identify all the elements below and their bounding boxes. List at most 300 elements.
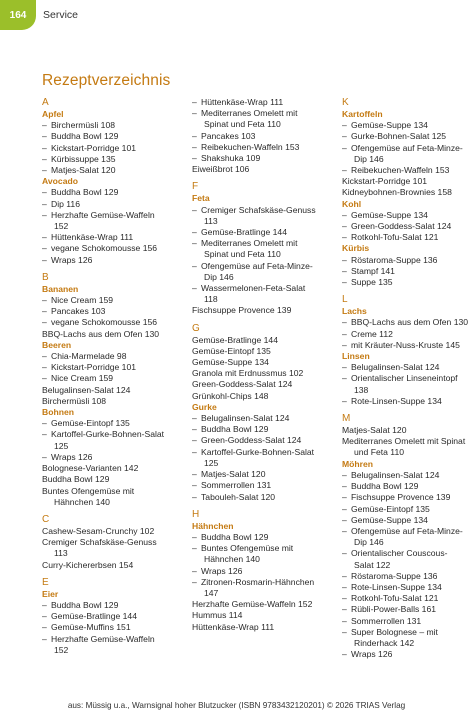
index-text: Grünkohl-Chips 148 xyxy=(192,390,269,401)
index-text: Röstaroma-Suppe 136 xyxy=(351,254,438,265)
index-text: mit Kräuter-Nuss-Kruste 145 xyxy=(351,339,460,350)
index-entry xyxy=(192,368,342,379)
index-text: Feta xyxy=(192,193,210,204)
dash-bullet: – xyxy=(342,615,347,626)
dash-bullet: – xyxy=(342,131,347,142)
index-text: Dip 146 xyxy=(354,153,384,164)
index-text: E xyxy=(42,576,49,588)
dash-bullet: – xyxy=(192,565,197,576)
index-text: Buddha Bowl 129 xyxy=(201,531,269,542)
dash-bullet: – xyxy=(342,221,347,232)
dash-bullet: – xyxy=(42,351,47,362)
index-continuation xyxy=(342,385,473,396)
index-item xyxy=(342,255,473,266)
dash-bullet: – xyxy=(342,277,347,288)
dash-bullet: – xyxy=(42,633,47,644)
dash-bullet: – xyxy=(42,209,47,220)
dash-bullet: – xyxy=(342,232,347,243)
index-letter xyxy=(342,97,473,109)
dash-bullet: – xyxy=(192,576,197,587)
index-entry xyxy=(192,335,342,346)
index-text: Gurke-Bohnen-Salat 125 xyxy=(351,131,447,142)
index-text: 125 xyxy=(54,440,69,451)
section-label: Service xyxy=(43,9,79,21)
index-item xyxy=(342,582,473,593)
index-item xyxy=(192,469,342,480)
index-text: Fischsuppe Provence 139 xyxy=(351,492,451,503)
index-letter xyxy=(192,181,342,193)
index-column-1 xyxy=(42,97,192,656)
index-item xyxy=(342,210,473,221)
index-text: 152 xyxy=(54,221,69,232)
index-text: Cremiger Schafskäse-Genuss xyxy=(201,204,316,215)
index-text: 113 xyxy=(204,215,218,226)
index-item xyxy=(342,362,473,373)
index-text: Sommerrollen 131 xyxy=(351,615,422,626)
index-text: Linsen xyxy=(342,351,370,362)
dash-bullet: – xyxy=(342,165,347,176)
index-text: Birchermüsli 108 xyxy=(42,395,106,406)
index-text: Gemüse-Muffins 151 xyxy=(51,622,131,633)
index-text: Kickstart-Porridge 101 xyxy=(342,176,428,187)
dash-bullet: – xyxy=(42,187,47,198)
index-text: vegane Schokomousse 156 xyxy=(51,243,158,254)
index-text: Bohnen xyxy=(42,407,74,418)
index-item xyxy=(42,634,192,645)
index-text: Orientalischer Couscous- xyxy=(351,548,448,559)
dash-bullet: – xyxy=(42,120,47,131)
index-text: Gemüse-Suppe 134 xyxy=(351,120,428,131)
index-continuation xyxy=(342,537,473,548)
index-text: Gemüse-Suppe 134 xyxy=(351,209,428,220)
index-item xyxy=(192,131,342,142)
index-item xyxy=(42,295,192,306)
index-text: Zitronen-Rosmarin-Hähnchen xyxy=(201,576,315,587)
dash-bullet: – xyxy=(192,435,197,446)
dash-bullet: – xyxy=(192,153,197,164)
index-item xyxy=(342,593,473,604)
dash-bullet: – xyxy=(342,120,347,131)
index-entry xyxy=(42,486,192,497)
index-ingredient-heading xyxy=(342,459,473,470)
index-item xyxy=(42,255,192,266)
index-text: Hähnchen 140 xyxy=(204,554,260,565)
index-letter xyxy=(342,413,473,425)
index-text: Matjes-Salat 120 xyxy=(201,469,266,480)
index-item xyxy=(342,492,473,503)
dash-bullet: – xyxy=(342,469,347,480)
index-item xyxy=(42,210,192,221)
dash-bullet: – xyxy=(342,593,347,604)
dash-bullet: – xyxy=(192,227,197,238)
index-text: 113 xyxy=(54,548,68,559)
index-ingredient-heading xyxy=(42,407,192,418)
index-item xyxy=(342,131,473,142)
dash-bullet: – xyxy=(42,243,47,254)
dash-bullet: – xyxy=(342,339,347,350)
index-text: Buntes Ofengemüse mit xyxy=(201,543,294,554)
index-text: Cremiger Schafskäse-Genuss xyxy=(42,537,157,548)
index-text: Wassermelonen-Feta-Salat xyxy=(201,283,306,294)
index-letter xyxy=(42,577,192,589)
dash-bullet: – xyxy=(342,548,347,559)
index-text: Gemüse-Suppe 134 xyxy=(192,357,269,368)
index-letter xyxy=(192,509,342,521)
index-item xyxy=(192,480,342,491)
index-entry xyxy=(42,396,192,407)
dash-bullet: – xyxy=(192,491,197,502)
index-item xyxy=(42,600,192,611)
index-text: Kickstart-Porridge 101 xyxy=(51,142,137,153)
index-continuation xyxy=(192,554,342,565)
index-text: Eier xyxy=(42,588,59,599)
index-ingredient-heading xyxy=(192,193,342,204)
dash-bullet: – xyxy=(42,153,47,164)
index-text: Sommerrollen 131 xyxy=(201,480,272,491)
index-ingredient-heading xyxy=(342,109,473,120)
index-text: Rinderhack 142 xyxy=(354,637,415,648)
index-text: Bananen xyxy=(42,283,79,294)
index-text: Kohl xyxy=(342,198,362,209)
index-entry xyxy=(192,357,342,368)
index-item xyxy=(342,120,473,131)
index-text: Apfel xyxy=(42,109,64,119)
index-item xyxy=(342,504,473,515)
dash-bullet: – xyxy=(42,429,47,440)
index-text: Gemüse-Suppe 134 xyxy=(351,514,428,525)
index-item xyxy=(42,187,192,198)
index-item xyxy=(342,277,473,288)
index-item xyxy=(342,221,473,232)
index-entry xyxy=(42,526,192,537)
page-header xyxy=(0,0,473,40)
index-ingredient-heading xyxy=(342,199,473,210)
index-text: Kidneybohnen-Brownies 158 xyxy=(342,187,452,198)
index-text: Kartoffeln xyxy=(342,109,383,119)
page-title: Rezeptverzeichnis xyxy=(42,72,171,89)
dash-bullet: – xyxy=(192,97,197,107)
index-item xyxy=(342,627,473,638)
index-text: Reibekuchen-Waffeln 153 xyxy=(351,165,450,176)
index-item xyxy=(42,165,192,176)
index-text: Buddha Bowl 129 xyxy=(42,474,110,485)
index-text: M xyxy=(342,413,351,425)
index-item xyxy=(342,232,473,243)
index-text: Buddha Bowl 129 xyxy=(51,187,119,198)
index-continuation xyxy=(192,249,342,260)
index-text: B xyxy=(42,271,49,283)
dash-bullet: – xyxy=(342,265,347,276)
index-text: Matjes-Salat 120 xyxy=(342,425,407,436)
index-continuation xyxy=(192,294,342,305)
index-text: Wraps 126 xyxy=(351,649,393,660)
index-text: Röstaroma-Suppe 136 xyxy=(351,570,438,581)
index-text: Chia-Marmelade 98 xyxy=(51,351,127,362)
index-text: Suppe 135 xyxy=(351,277,393,288)
index-text: Buntes Ofengemüse mit xyxy=(42,485,135,496)
index-text: Cashew-Sesam-Crunchy 102 xyxy=(42,525,155,536)
index-text: Dip 146 xyxy=(204,271,234,282)
dash-bullet: – xyxy=(342,570,347,581)
index-text: Wraps 126 xyxy=(201,565,243,576)
index-text: und Feta 110 xyxy=(354,447,405,458)
dash-bullet: – xyxy=(192,108,197,119)
index-item xyxy=(42,232,192,243)
index-text: Creme 112 xyxy=(351,328,393,339)
index-continuation xyxy=(42,497,192,508)
index-letter xyxy=(42,272,192,284)
dash-bullet: – xyxy=(192,480,197,491)
index-entry xyxy=(342,425,473,436)
index-entry xyxy=(42,560,192,571)
dash-bullet: – xyxy=(342,525,347,536)
index-column-2 xyxy=(192,97,342,633)
index-text: Hummus 114 xyxy=(192,610,243,621)
index-text: Salat 122 xyxy=(354,559,391,570)
index-entry xyxy=(192,305,342,316)
index-continuation xyxy=(192,119,342,130)
dash-bullet: – xyxy=(192,204,197,215)
index-item xyxy=(342,616,473,627)
index-text: F xyxy=(192,181,199,193)
index-item xyxy=(42,622,192,633)
index-item xyxy=(42,243,192,254)
index-text: Birchermüsli 108 xyxy=(51,120,115,131)
index-item xyxy=(192,532,342,543)
index-text: Super Bolognese – mit xyxy=(351,626,438,637)
index-item xyxy=(342,329,473,340)
index-text: L xyxy=(342,294,348,306)
index-text: Hähnchen xyxy=(192,520,234,531)
index-text: G xyxy=(192,322,200,334)
index-text: Mediterranes Omelett mit xyxy=(201,238,298,249)
index-item xyxy=(42,131,192,142)
index-text: Beeren xyxy=(42,339,72,350)
index-text: 152 xyxy=(54,644,69,655)
index-text: 147 xyxy=(204,587,219,598)
index-item xyxy=(42,452,192,463)
index-text: Kartoffel-Gurke-Bohnen-Salat xyxy=(51,429,165,440)
index-entry xyxy=(192,379,342,390)
index-text: Bolognese-Varianten 142 xyxy=(42,463,139,474)
index-text: Stampf 141 xyxy=(351,265,395,276)
index-text: Kürbissuppe 135 xyxy=(51,153,116,164)
index-continuation xyxy=(342,560,473,571)
dash-bullet: – xyxy=(42,198,47,209)
index-text: Hüttenkäse-Wrap 111 xyxy=(201,97,284,107)
index-text: Herzhafte Gemüse-Waffeln xyxy=(51,633,155,644)
index-entry xyxy=(342,187,473,198)
index-ingredient-heading xyxy=(192,521,342,532)
index-continuation xyxy=(342,638,473,649)
index-entry xyxy=(42,474,192,485)
index-item xyxy=(42,199,192,210)
index-continuation xyxy=(192,458,342,469)
dash-bullet: – xyxy=(192,260,197,271)
index-text: Herzhafte Gemüse-Waffeln 152 xyxy=(192,599,313,610)
index-text: Ofengemüse auf Feta-Minze- xyxy=(351,525,463,536)
index-text: Tabouleh-Salat 120 xyxy=(201,491,276,502)
index-text: Rotkohl-Tofu-Salat 121 xyxy=(351,232,439,243)
index-item xyxy=(342,470,473,481)
index-letter xyxy=(192,323,342,335)
index-text: Nice Cream 159 xyxy=(51,295,114,306)
index-text: Wraps 126 xyxy=(51,254,93,265)
dash-bullet: – xyxy=(42,232,47,243)
index-item xyxy=(192,543,342,554)
dash-bullet: – xyxy=(192,446,197,457)
index-item xyxy=(42,611,192,622)
index-item xyxy=(192,227,342,238)
dash-bullet: – xyxy=(192,424,197,435)
index-text: BBQ-Lachs aus dem Ofen 130 xyxy=(351,317,469,328)
index-entry xyxy=(192,610,342,621)
index-text: Hüttenkäse-Wrap 111 xyxy=(192,621,275,632)
index-item xyxy=(192,566,342,577)
index-entry xyxy=(42,329,192,340)
index-item xyxy=(192,205,342,216)
index-item xyxy=(192,108,342,119)
index-continuation xyxy=(42,645,192,656)
dash-bullet: – xyxy=(192,283,197,294)
index-text: Ofengemüse auf Feta-Minze- xyxy=(201,260,313,271)
index-continuation xyxy=(42,548,192,559)
dash-bullet: – xyxy=(192,531,197,542)
dash-bullet: – xyxy=(42,306,47,317)
index-item xyxy=(192,435,342,446)
dash-bullet: – xyxy=(342,492,347,503)
index-text: Rübli-Power-Balls 161 xyxy=(351,604,437,615)
dash-bullet: – xyxy=(342,503,347,514)
index-text: H xyxy=(192,508,200,520)
index-item xyxy=(42,429,192,440)
index-item xyxy=(42,120,192,131)
index-item xyxy=(42,362,192,373)
index-text: Fischsuppe Provence 139 xyxy=(192,305,292,316)
dash-bullet: – xyxy=(342,514,347,525)
index-ingredient-heading xyxy=(42,176,192,187)
index-text: Belugalinsen-Salat 124 xyxy=(351,362,440,373)
index-ingredient-heading xyxy=(342,351,473,362)
index-text: Mediterranes Omelett mit xyxy=(201,108,298,119)
index-item xyxy=(192,283,342,294)
index-text: 118 xyxy=(204,294,218,305)
dash-bullet: – xyxy=(42,622,47,633)
index-text: Granola mit Erdnussmus 102 xyxy=(192,368,304,379)
index-item xyxy=(192,142,342,153)
index-text: A xyxy=(42,97,49,108)
dash-bullet: – xyxy=(342,209,347,220)
index-ingredient-heading xyxy=(342,243,473,254)
index-item xyxy=(342,165,473,176)
index-text: vegane Schokomousse 156 xyxy=(51,317,158,328)
index-text: Nice Cream 159 xyxy=(51,373,114,384)
index-item xyxy=(192,238,342,249)
index-text: C xyxy=(42,513,50,525)
dash-bullet: – xyxy=(342,362,347,373)
index-text: Belugalinsen-Salat 124 xyxy=(351,469,440,480)
index-item xyxy=(42,306,192,317)
index-letter xyxy=(42,97,192,109)
index-text: Rote-Linsen-Suppe 134 xyxy=(351,581,442,592)
dash-bullet: – xyxy=(192,141,197,152)
index-item xyxy=(42,143,192,154)
index-item xyxy=(342,604,473,615)
index-text: Curry-Kichererbsen 154 xyxy=(42,559,134,570)
dash-bullet: – xyxy=(342,604,347,615)
index-text: Hähnchen 140 xyxy=(54,496,110,507)
index-continuation xyxy=(342,447,473,458)
dash-bullet: – xyxy=(342,649,347,660)
index-item xyxy=(42,317,192,328)
index-item xyxy=(42,351,192,362)
dash-bullet: – xyxy=(342,481,347,492)
index-text: Gurke xyxy=(192,401,217,412)
index-text: Gemüse-Bratlinge 144 xyxy=(192,334,278,345)
index-entry xyxy=(192,164,342,175)
index-text: Wraps 126 xyxy=(51,451,93,462)
index-item xyxy=(192,492,342,503)
index-ingredient-heading xyxy=(42,284,192,295)
index-text: Gemüse-Eintopf 135 xyxy=(351,503,430,514)
index-item xyxy=(192,424,342,435)
index-text: Gemüse-Eintopf 135 xyxy=(51,418,130,429)
index-item xyxy=(342,143,473,154)
index-entry xyxy=(192,346,342,357)
index-text: Kürbis xyxy=(342,243,370,254)
index-text: Green-Goddess-Salat 124 xyxy=(201,435,302,446)
index-ingredient-heading xyxy=(42,109,192,120)
index-item xyxy=(192,97,342,108)
index-column-3 xyxy=(342,97,473,660)
index-text: Rotkohl-Tofu-Salat 121 xyxy=(351,593,439,604)
index-item xyxy=(342,396,473,407)
dash-bullet: – xyxy=(42,373,47,384)
dash-bullet: – xyxy=(342,373,347,384)
index-entry xyxy=(42,537,192,548)
index-text: Buddha Bowl 129 xyxy=(351,481,419,492)
index-item xyxy=(342,481,473,492)
index-entry xyxy=(342,176,473,187)
index-text: Orientalischer Linseneintopf xyxy=(351,373,458,384)
index-text: Reibekuchen-Waffeln 153 xyxy=(201,141,300,152)
index-item xyxy=(192,447,342,458)
index-item xyxy=(42,154,192,165)
dash-bullet: – xyxy=(42,451,47,462)
index-text: Belugalinsen-Salat 124 xyxy=(201,413,290,424)
dash-bullet: – xyxy=(42,165,47,176)
index-continuation xyxy=(42,221,192,232)
index-item xyxy=(342,317,473,328)
index-ingredient-heading xyxy=(342,306,473,317)
index-text: 125 xyxy=(204,457,219,468)
index-text: Spinat und Feta 110 xyxy=(204,249,281,260)
dash-bullet: – xyxy=(342,142,347,153)
index-ingredient-heading xyxy=(192,402,342,413)
index-continuation xyxy=(192,588,342,599)
index-text: Mediterranes Omelett mit Spinat xyxy=(342,436,466,447)
index-item xyxy=(342,548,473,559)
dash-bullet: – xyxy=(342,581,347,592)
dash-bullet: – xyxy=(42,295,47,306)
dash-bullet: – xyxy=(342,328,347,339)
dash-bullet: – xyxy=(42,611,47,622)
index-item xyxy=(342,526,473,537)
index-ingredient-heading xyxy=(42,589,192,600)
index-text: Möhren xyxy=(342,458,374,469)
index-continuation xyxy=(192,216,342,227)
index-text: Dip 146 xyxy=(354,537,384,548)
